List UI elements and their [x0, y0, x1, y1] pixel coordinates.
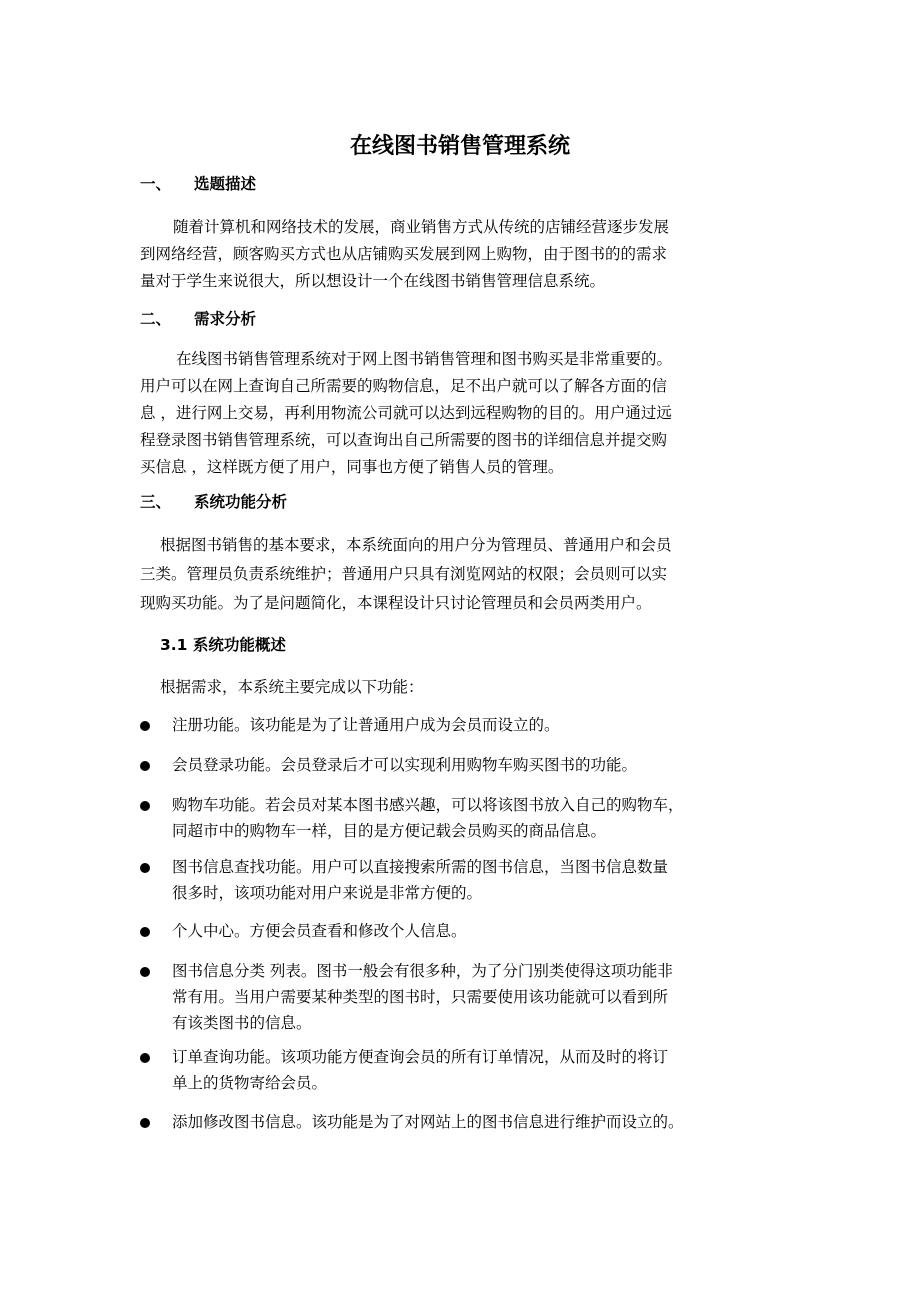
bullet-line: 添加修改图书信息。该功能是为了对网站上的图书信息进行维护而设立的。 — [172, 1113, 684, 1131]
subsection-heading: 3.1 系统功能概述 — [160, 636, 286, 654]
section-heading-2 — [140, 307, 256, 331]
bullet-line: 常有用。当用户需要某种类型的图书时，只需要使用该功能就可以看到所 — [172, 988, 669, 1006]
bullet-text — [172, 1109, 684, 1135]
bullet-line: 很多时，该项功能对用户来说是非常方便的。 — [172, 884, 483, 902]
paragraph-line: 随着计算机和网络技术的发展，商业销售方式从传统的店铺经营逐步发展 — [173, 218, 670, 236]
bullet-dot-icon — [140, 721, 150, 731]
paragraph-line: 到网络经营，顾客购买方式也从店铺购买发展到网上购物，由于图书的的需求 — [140, 245, 668, 263]
section-1-paragraph — [140, 214, 669, 295]
bullet-dot-icon — [140, 927, 150, 937]
bullet-dot-icon — [140, 761, 150, 771]
paragraph-line: 买信息 ，这样既方便了用户，同事也方便了销售人员的管理。 — [140, 458, 564, 476]
paragraph-line: 根据图书销售的基本要求，本系统面向的用户分为管理员、普通用户和会员 — [160, 536, 672, 554]
bullet-line: 图书信息分类 列表。图书一般会有很多种，为了分门别类使得这项功能非 — [172, 962, 673, 980]
bullet-line: 有该类图书的信息。 — [172, 1014, 312, 1032]
document-title: 在线图书销售管理系统 — [349, 134, 570, 159]
bullet-dot-icon — [140, 801, 150, 811]
bullet-dot-icon — [140, 967, 150, 977]
paragraph-line: 在线图书销售管理系统对于网上图书销售管理和图书购买是非常重要的。 — [176, 350, 673, 368]
bullet-text — [172, 854, 668, 906]
bullet-text — [172, 918, 467, 944]
section-number: 二、 — [140, 310, 172, 328]
bullet-text — [172, 752, 637, 778]
paragraph-line: 根据需求，本系统主要完成以下功能： — [160, 678, 424, 696]
section-2-paragraph — [140, 346, 672, 481]
bullet-line: 注册功能。该功能是为了让普通用户成为会员而设立的。 — [172, 716, 560, 734]
section-title: 选题描述 — [194, 175, 257, 193]
paragraph-line: 现购买功能。为了是问题简化，本课程设计只讨论管理员和会员两类用户。 — [140, 594, 652, 612]
paragraph-line: 用户可以在网上查询自己所需要的购物信息，足不出户就可以了解各方面的信 — [140, 377, 668, 395]
section-heading-1 — [140, 172, 256, 196]
bullet-text — [172, 958, 673, 1036]
paragraph-line: 量对于学生来说很大，所以想设计一个在线图书销售管理信息系统。 — [140, 272, 606, 290]
bullet-line: 单上的货物寄给会员。 — [172, 1074, 328, 1092]
bullet-line: 图书信息查找功能。用户可以直接搜索所需的图书信息，当图书信息数量 — [172, 858, 669, 876]
bullet-dot-icon — [140, 863, 150, 873]
bullet-line: 订单查询功能。该项功能方便查询会员的所有订单情况，从而及时的将订 — [172, 1048, 669, 1066]
paragraph-line: 三类。管理员负责系统维护；普通用户只具有浏览网站的权限；会员则可以实 — [140, 565, 668, 583]
section-3-paragraph — [140, 531, 672, 618]
paragraph-line: 程登录图书销售管理系统，可以查询出自己所需要的图书的详细信息并提交购 — [140, 431, 668, 449]
section-number: 三、 — [140, 493, 172, 511]
bullet-line: 个人中心。方便会员查看和修改个人信息。 — [172, 922, 467, 940]
section-title: 系统功能分析 — [194, 493, 288, 511]
section-heading-3 — [140, 490, 287, 514]
bullet-line: 购物车功能。若会员对某本图书感兴趣，可以将该图书放入自己的购物车， — [172, 796, 684, 814]
bullet-dot-icon — [140, 1118, 150, 1128]
bullet-text — [172, 792, 684, 844]
bullet-dot-icon — [140, 1053, 150, 1063]
bullet-line: 同超市中的购物车一样，目的是方便记载会员购买的商品信息。 — [172, 822, 607, 840]
paragraph-line: 息 ，进行网上交易，再利用物流公司就可以达到远程购物的目的。用户通过远 — [140, 404, 672, 422]
bullet-text — [172, 1044, 668, 1096]
subsection-intro — [160, 674, 424, 701]
bullet-line: 会员登录功能。会员登录后才可以实现利用购物车购买图书的功能。 — [172, 756, 638, 774]
bullet-text — [172, 712, 560, 738]
section-number: 一、 — [140, 175, 172, 193]
section-title: 需求分析 — [194, 310, 257, 328]
